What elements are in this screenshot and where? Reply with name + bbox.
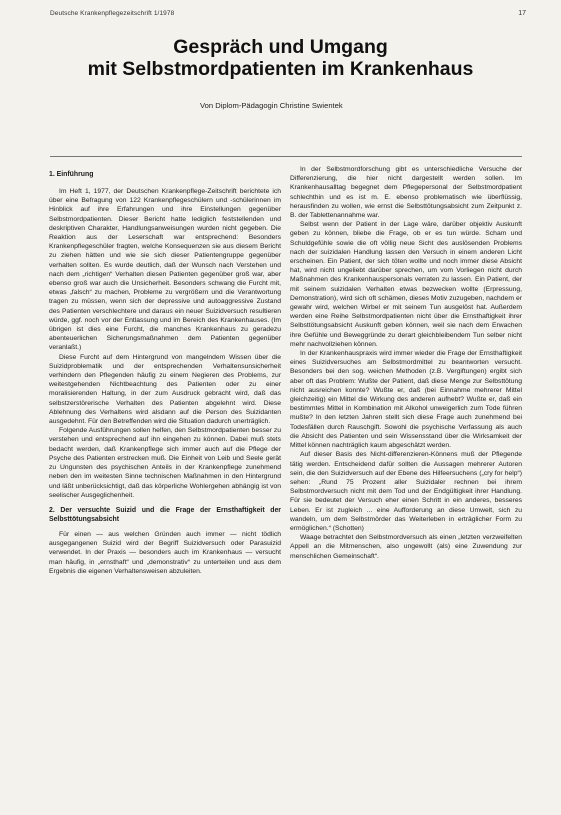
paragraph: In der Krankenhauspraxis wird immer wieder die Frage der Ernsthaftigkeit eines Suizidversuches am Selbstmordmittel zu beantworten versucht. Besonders bei den sog. weichen Methoden (z.B. Vergiftungen) ergibt sich aber oft das Problem: Wußte der Patient, daß diese Menge zur Selbsttötung nicht ausreichen konnte? Wußte er, daß (bei Einnahme mehrerer Mittel gleichzeitig) ein Mittel die Wirkung des anderen aufhebt? Wußte er, daß ein bestimmtes Mittel in Kombination mit Alkohol unweigerlich zum Tode führen mußte? In den letzten Jahren stellt sich diese Frage auch zunehmend bei Todesfällen durch Rauschgift. Sowohl die psychische Verfassung als auch die Absicht des Patienten und sein Wissensstand über die Wirksamkeit der Mittel können nachträglich kaum abgeschätzt werden.: [290, 350, 522, 450]
left-column: [49, 165, 281, 576]
paragraph: Selbst wenn der Patient in der Lage wäre, darüber objektiv Auskunft geben zu können, bliebe die Frage, ob er es tun würde. Scham und Schuldgefühle sowie die oft völlig neue Sicht des auslösenden Problems nach der suizidalen Handlung lassen den Versuch in einem anderen Licht erscheinen. Ein Patient, der sich töten wollte und noch immer diese Absicht hat, wird nicht ungeliebt darüber sprechen, um vom Vorliegen nicht durch Maßnahmen des Krankenhauspersonals verraten zu lassen. Ein Patient, der mit seinem suizidalen Verhalten etwas bezwecken wollte (Erpressung, Demonstration), wird sich oft schämen, dieses Motiv zuzugeben, nachdem er gewahr wird, welchen Wirbel er mit seinem Tun ausgelöst hat. Außerdem werden eine Reihe Selbstmordpatienten nicht über die Ernsthaftigkeit ihrer Selbsttötungsabsicht Auskunft geben können, weil sie nach dem Erwachen ihre Gefühle und Beweggründe zu derart gleichbleibendem Tun selber nicht mehr nachvollziehen können.: [290, 221, 522, 348]
paragraph: Waage betrachtet den Selbstmordversuch als einen „letzten verzweifelten Appell an die Mitmenschen, also ungewollt (als) eine Zuwendung zur menschlichen Gemeinschaft“.: [290, 534, 522, 560]
divider-rule: [50, 156, 522, 157]
paragraph: Diese Furcht auf dem Hintergrund von mangelndem Wissen über die Suizidproblematik und der entsprechenden Verhaltensunsicherheit verhindern den Pflegenden häufig zu einem Negieren des Problems, zur weitestgehenden Nichtbeachtung des Patienten oder zu einer moralisierenden Haltung, in der zum Ausdruck gebracht wird, daß das selbstzerstörerische Verhalten des Patienten abgelehnt wird. Diese Ablehnung des Verhaltens wird alsdann auf die Person des Suizidanten ausgedehnt. Für den Betreffenden wird die Situation dadurch unerträglich.: [49, 353, 281, 426]
section-heading-introduction: 1. Einführung: [49, 171, 94, 178]
right-column: [290, 165, 522, 561]
paragraph: Auf dieser Basis des Nicht-differenzieren-Könnens muß der Pflegende tätig werden. Entscheidend dafür sollten die Aussagen mehrerer Autoren sein, die den Suizidversuch auf der Ebene des Hilfeersuchens („cry for help“) sehen: „Rund 75 Prozent aller Suizidaler rechnen bei ihrem Selbstmordversuch nicht mit dem Tod und der Endgültigkeit ihrer Handlung. Für sie bedeutet der Versuch eher einen Schritt in ein anderes, besseres Leben. Er ist zugleich ... eine Aufforderung an diese Umwelt, sich zu wandeln, um dem Selbstmörder das Weiterleben in erträglicher Form zu ermöglichen.“ (Schotten): [290, 451, 522, 532]
byline: Von Diplom-Pädagogin Christine Swientek: [200, 101, 343, 110]
paragraph: Im Heft 1, 1977, der Deutschen Krankenpflege-Zeitschrift berichtete ich über eine Befragung von 122 Krankenpflegeschülern und -schülerinnen im Hinblick auf ihre Erfahrungen und ihre Einstellungen gegenüber Selbstmordpatienten. Dieser Bericht hatte lediglich feststellenden und deskriptiven Charakter, Handlungsanweisungen wurden nicht gegeben. Die Reaktion aus der Leserschaft war entsprechend: Besonders Krankenpflegeschüler fragten, welche Konsequenzen sie aus diesem Bericht zu ziehen hätten und wie sie sich dieser Patientengruppe gegenüber verhalten sollten. Es wurde deutlich, daß der Wunsch nach Verstehen und nach dem „richtigen“ Verhalten diesen Patienten gegenüber groß war, aber ebenso groß war auch die Unsicherheit. Besonders schwang die Furcht mit, etwas „falsch“ zu machen, Probleme zu vergrößern und die Verantwortung tragen zu müssen, wenn sich der depressive und autoaggressive Zustand des Patienten verschlechtere und daraus ein neuer Suizidversuch resultieren würde, ggf. noch vor der Entlassung und im Bereich des Krankenhauses. (Im übrigen ist dies eine Furcht, die manches Krankenhaus zu geradezu abenteuerlichen Sicherungsmaßnahmen dem Patienten gegenüber veranlaßt.): [49, 188, 281, 352]
section-heading-suicide-attempt: 2. Der versuchte Suizid und die Frage der Ernsthaftigkeit der Selbsttötungsabsicht: [49, 506, 281, 523]
paragraph: Für einen — aus welchen Gründen auch immer — nicht tödlich ausgegangenen Suizid wird der Begriff Suizidversuch oder Parasuizid verwendet. In der Praxis — besonders auch im Krankenhaus — versucht man häufig, in „ernsthaft“ und „demonstrativ“ zu unterteilen und aus dem Ergebnis die eigenen Verhaltensweisen abzuleiten.: [49, 530, 281, 575]
page-number: 17: [518, 10, 526, 17]
running-head: Deutsche Krankenpflegezeitschrift 1/1978: [50, 10, 175, 17]
paragraph: Folgende Ausführungen sollen helfen, den Selbstmordpatienten besser zu verstehen und entsprechend auf ihn eingehen zu können. Dabei muß stets bedacht werden, daß Krankenpflege sich immer auch auf die Pflege der Psyche des Patienten erstrecken muß. Die Einheit von Leib und Seele gerät zu Ungunsten des psychischen Anteils in der Krankenpflege zunehmend neben den im weitesten Sinne technischen Maßnahmen in den Hintergrund und läßt unberücksichtigt, daß das körperliche Wohlergehen abhängig ist von seelischer Ausgeglichenheit.: [49, 427, 281, 499]
title-line-1: Gespräch und Umgang: [173, 36, 388, 58]
title-line-2: mit Selbstmordpatienten im Krankenhaus: [87, 58, 474, 80]
paragraph: In der Selbstmordforschung gibt es unterschiedliche Versuche der Differenzierung, die hier nicht dargestellt werden sollen. Im Krankenhausalltag begegnet dem Pflegepersonal der Selbstmordpatient schlechthin und es ist m. E. ebenso problematisch wie überflüssig, herausfinden zu wollen, wie ernst die Selbsttötungsabsicht zum Zeitpunkt z. B. der Tablettenannahme war.: [290, 166, 522, 220]
article-title: [30, 36, 531, 80]
